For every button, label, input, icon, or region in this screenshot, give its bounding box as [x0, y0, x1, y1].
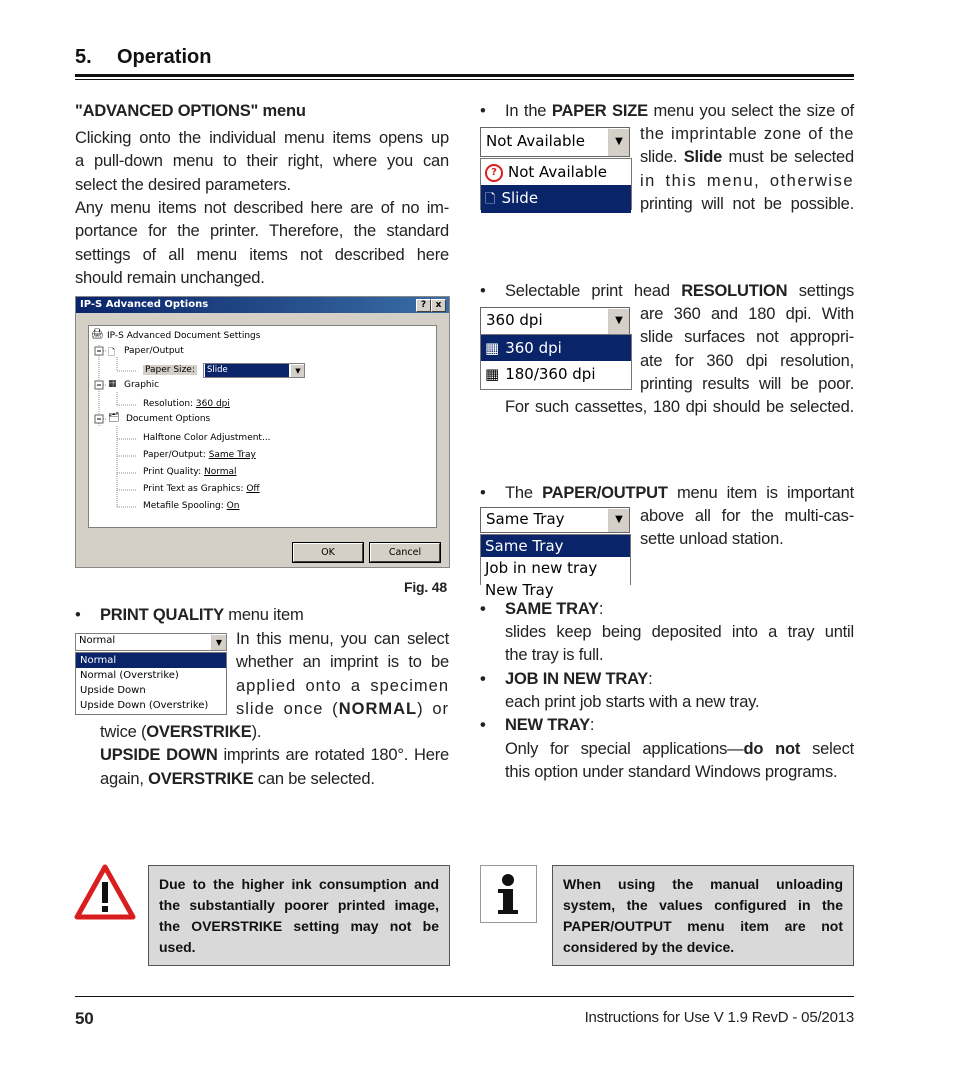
dropdown-option[interactable]: [481, 159, 631, 185]
document-icon: 🗋: [485, 192, 496, 207]
new-tray-text: [505, 738, 854, 785]
paper-size-tree-combo[interactable]: [203, 363, 305, 378]
overstrike-label: OVERSTRIKE: [146, 723, 252, 741]
text-span: select: [800, 740, 855, 758]
print-quality-label-rest: menu item: [223, 606, 304, 624]
resolution-dropdown: [480, 334, 632, 390]
text-span: Only for special applications—: [505, 740, 744, 758]
resolution-text: [640, 303, 854, 396]
dialog-titlebar: [76, 297, 449, 313]
figure-caption: Fig. 48: [404, 579, 447, 595]
text-span: imprints are rotated 180°. Here: [217, 746, 449, 765]
dialog-title: IP-S Advanced Options: [80, 299, 209, 310]
paper-size-tree-value: Slide: [205, 364, 289, 377]
text-span: can be selected.: [253, 769, 375, 788]
advanced-options-heading: "ADVANCED OPTIONS" menu: [75, 102, 306, 120]
advanced-options-dialog: [75, 296, 450, 568]
dropdown-option[interactable]: New Tray: [485, 581, 554, 599]
text-span: twice (: [100, 723, 147, 741]
job-new-tray-text: each print job starts with a new tray.: [505, 693, 760, 711]
info-icon-base: [498, 910, 518, 914]
tree-paper-output-label: Paper/Output:: [143, 450, 209, 460]
tree-print-quality-label: Print Quality:: [143, 467, 204, 477]
text-span: slide once (: [236, 699, 339, 718]
text-line: the imprintable zone of the: [640, 125, 854, 143]
info-note: When using the manual unloading system, the values configured in the PAPER/OUTPUT menu item are not considered by the device.: [552, 865, 854, 966]
option-label: 180/360 dpi: [505, 365, 596, 383]
bullet: •: [480, 670, 486, 688]
text-line: printing will not be possible.: [640, 194, 854, 213]
tree-print-text-label: Print Text as Graphics:: [143, 484, 247, 494]
tree-resolution-value: 360 dpi: [195, 399, 230, 409]
normal-label: NORMAL: [338, 699, 418, 718]
tree-paper-size-label[interactable]: Paper Size:: [145, 365, 195, 375]
dropdown-option[interactable]: Upside Down: [80, 685, 146, 696]
overstrike-label: OVERSTRIKE: [148, 769, 254, 788]
text-line: [100, 721, 449, 744]
bullet: •: [75, 606, 81, 624]
text-line: [236, 698, 449, 721]
dropdown-option[interactable]: [481, 335, 631, 361]
text-line: [100, 768, 449, 791]
cancel-button[interactable]: Cancel: [370, 543, 440, 562]
bullet: •: [480, 600, 486, 618]
grid-icon: ▦: [485, 365, 500, 383]
dropdown-option[interactable]: Upside Down (Overstrike): [80, 700, 209, 711]
tree-graphic[interactable]: Graphic: [124, 380, 160, 390]
dropdown-option[interactable]: [481, 361, 631, 387]
dropdown-option[interactable]: Normal: [76, 653, 226, 668]
text-line: applied onto a specimen: [236, 676, 449, 695]
print-quality-combo[interactable]: [75, 633, 227, 651]
text-line: slides keep being deposited into a tray until: [505, 623, 854, 641]
dropdown-option[interactable]: Same Tray: [481, 535, 630, 557]
tree-print-quality[interactable]: [143, 467, 237, 477]
warning-note: Due to the higher ink consumption and the substantially poorer printed image, the OVERSTRIKE setting may not be used.: [148, 865, 450, 966]
text-span: must be selected: [722, 148, 854, 167]
header-rule: [75, 74, 854, 77]
paper-output-intro: [505, 482, 854, 505]
text-span: again,: [100, 769, 149, 788]
text-line: [640, 146, 854, 169]
print-quality-combo-value: Normal: [79, 635, 116, 646]
text-span: settings: [787, 282, 854, 300]
question-icon: ?: [485, 164, 503, 182]
paper-size-dropdown: [480, 158, 632, 210]
tree-paper-output-setting[interactable]: [143, 450, 256, 460]
warning-icon: [74, 864, 136, 920]
paper-output-dropdown: [480, 534, 631, 599]
page-number: 50: [75, 1009, 94, 1028]
text-span: In the: [505, 102, 552, 120]
text-line: a pull-down menu to their right, where you can: [75, 152, 449, 171]
doc-info: Instructions for Use V 1.9 RevD - 05/2013: [584, 1009, 854, 1026]
grid-icon: ▦: [485, 339, 500, 357]
footer-rule: [75, 996, 854, 997]
text-line: select the desired parameters.: [75, 175, 291, 194]
do-not-label: do not: [743, 740, 801, 758]
tree-metafile-value: On: [226, 501, 240, 511]
bullet: •: [480, 102, 486, 120]
text-line: in this menu, otherwise: [640, 171, 854, 190]
section-number: 5.: [75, 46, 92, 68]
text-span: menu item is important: [667, 484, 854, 502]
tree-lines: [89, 326, 436, 527]
text-span: Selectable print head: [505, 282, 682, 300]
paper-size-label: PAPER SIZE: [551, 102, 648, 120]
text-line: Clicking onto the individual menu items opens up: [75, 129, 449, 147]
new-tray-label: NEW TRAY: [505, 716, 590, 734]
text-line: sette unload station.: [640, 530, 784, 549]
graphic-icon: ▦: [108, 379, 117, 389]
bullet: •: [480, 282, 486, 300]
text-span: The: [505, 484, 543, 502]
text-line: settings of all menu items not described here: [75, 245, 449, 264]
info-icon-serif: [498, 889, 506, 893]
text-line: should remain unchanged.: [75, 268, 265, 287]
print-quality-text-2: [100, 721, 449, 791]
resolution-label: RESOLUTION: [681, 282, 788, 300]
tree-document-options[interactable]: Document Options: [126, 414, 211, 424]
info-icon-dot: [502, 874, 514, 886]
paper-size-intro: [505, 100, 854, 123]
tree-resolution-label: Resolution:: [143, 399, 196, 409]
paper-output-text: [640, 505, 854, 552]
text-line: slide surfaces not appropri-: [640, 328, 854, 347]
resolution-combo[interactable]: [480, 307, 630, 335]
text-line: whether an imprint is to be: [236, 653, 449, 672]
document-options-icon: 🗂: [108, 413, 120, 423]
print-quality-dropdown: [75, 652, 227, 715]
text-line: printing results will be poor.: [640, 374, 854, 393]
text-line: this option under standard Windows programs.: [505, 763, 838, 782]
help-button[interactable]: ?: [416, 299, 431, 312]
chevron-down-icon[interactable]: ▼: [291, 364, 304, 377]
same-tray-heading: SAME TRAY:: [505, 600, 604, 618]
text-line: portance for the printer. Therefore, the standard: [75, 222, 449, 241]
dropdown-option[interactable]: Normal (Overstrike): [80, 670, 179, 681]
text-span: ) or: [417, 699, 449, 718]
resolution-intro: [505, 280, 854, 303]
upside-down-label: UPSIDE DOWN: [100, 746, 218, 765]
paper-output-combo-value: Same Tray: [486, 510, 565, 528]
resolution-last-line: For such cassettes, 180 dpi should be selected.: [505, 398, 854, 416]
slide-label: Slide: [683, 148, 723, 167]
printer-icon: 🖨: [91, 329, 104, 340]
tree-print-quality-value: Normal: [203, 467, 237, 477]
text-line: are 360 and 180 dpi. With: [640, 305, 854, 323]
text-line: [100, 744, 449, 767]
print-quality-heading: [100, 604, 304, 627]
option-label: Slide: [501, 189, 539, 207]
same-tray-label: SAME TRAY: [505, 600, 599, 618]
tree-paper-output[interactable]: Paper/Output: [124, 346, 184, 356]
print-quality-text: [236, 628, 449, 721]
option-label: 360 dpi: [505, 339, 562, 357]
tree-root[interactable]: IP-S Advanced Document Settings: [107, 331, 261, 341]
option-label: Not Available: [508, 163, 607, 181]
paper-size-combo-value: Not Available: [486, 132, 585, 150]
paper-icon: 🗋: [108, 348, 116, 358]
settings-tree: [88, 325, 437, 528]
tree-halftone[interactable]: Halftone Color Adjustment...: [143, 433, 271, 443]
header-rule-thin: [75, 79, 854, 80]
text-span: slide.: [640, 148, 684, 167]
job-new-tray-label: JOB IN NEW TRAY: [505, 670, 649, 688]
tree-print-text[interactable]: [143, 484, 260, 494]
chevron-down-icon[interactable]: ▼: [608, 128, 629, 156]
tree-print-text-value: Off: [246, 484, 260, 494]
paper-size-text: [640, 123, 854, 216]
chevron-down-icon[interactable]: ▼: [211, 634, 226, 650]
text-line: In this menu, you can select: [236, 630, 449, 648]
print-quality-label: PRINT QUALITY: [100, 606, 224, 624]
info-icon: [480, 865, 537, 923]
text-line: [505, 738, 854, 761]
dropdown-option[interactable]: [481, 185, 631, 213]
paper-output-label: PAPER/OUTPUT: [542, 484, 668, 502]
text-span: ).: [251, 723, 262, 741]
tree-metafile-label: Metafile Spooling:: [143, 501, 227, 511]
text-line: Any menu items not described here are of no im-: [75, 199, 449, 217]
new-tray-heading: NEW TRAY:: [505, 716, 595, 734]
bullet: •: [480, 716, 486, 734]
intro-paragraph-1: [75, 127, 449, 197]
ok-button[interactable]: OK: [293, 543, 363, 562]
text-line: the tray is full.: [505, 646, 604, 665]
tree-paper-output-value: Same Tray: [208, 450, 256, 460]
chevron-down-icon[interactable]: ▼: [608, 508, 629, 532]
dropdown-option[interactable]: Job in new tray: [485, 559, 598, 577]
same-tray-text: [505, 621, 854, 668]
resolution-combo-value: 360 dpi: [486, 311, 543, 329]
tree-metafile[interactable]: [143, 501, 239, 511]
section-title: Operation: [117, 46, 212, 68]
paper-size-combo[interactable]: [480, 127, 630, 157]
tree-resolution[interactable]: [143, 399, 230, 409]
text-line: above all for the multi-cas-: [640, 507, 854, 525]
intro-paragraph-2: [75, 197, 449, 290]
close-button[interactable]: x: [431, 299, 446, 312]
bullet: •: [480, 484, 486, 502]
chevron-down-icon[interactable]: ▼: [608, 308, 629, 334]
text-span: menu you select the size of: [647, 102, 854, 120]
job-new-tray-heading: JOB IN NEW TRAY:: [505, 670, 653, 688]
paper-output-combo[interactable]: [480, 507, 630, 533]
text-line: ate for 360 dpi resolution,: [640, 351, 854, 370]
